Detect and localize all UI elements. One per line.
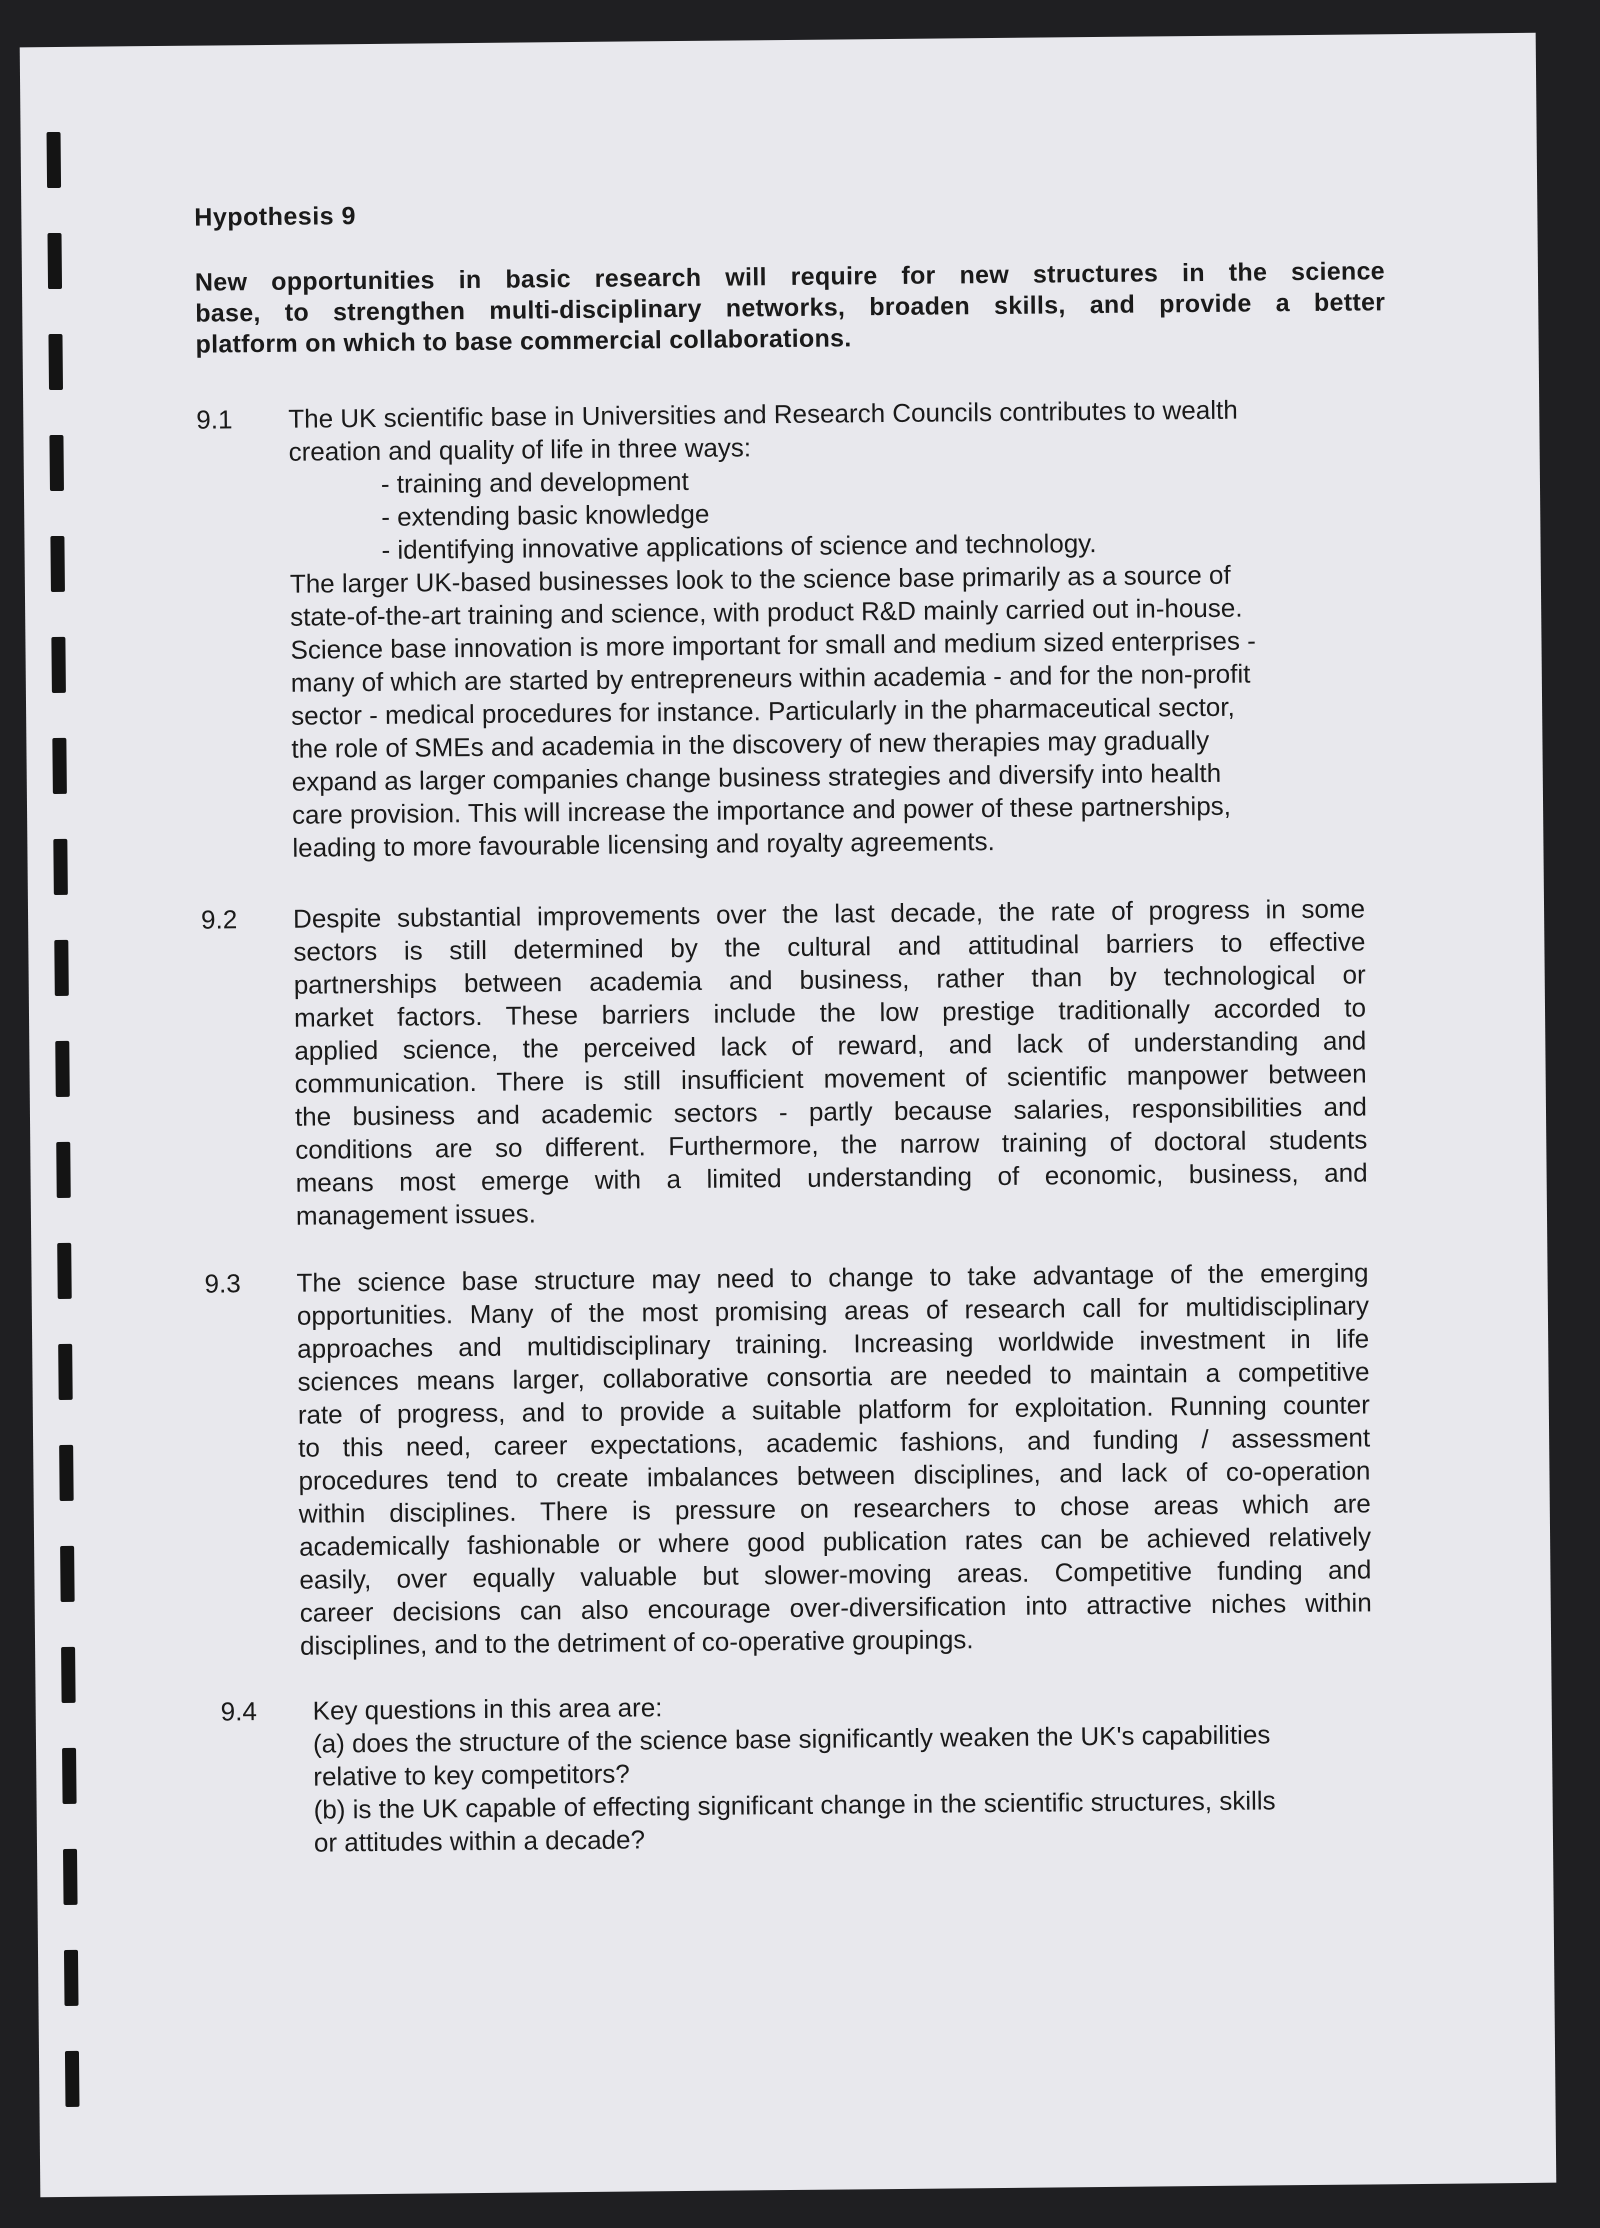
binding-hole [48, 233, 63, 289]
binding-hole [59, 1445, 74, 1501]
binding-hole [49, 435, 64, 491]
text-line: approaches and multidisciplinary training. Increasing worldwide investment in life [297, 1323, 1370, 1364]
text-line: rate of progress, and to provide a suitable platform for exploitation. Running counter [297, 1389, 1370, 1430]
text-line: The science base structure may need to change to take advantage of the emerging [296, 1257, 1369, 1298]
text-line: means most emerge with a limited understanding of economic, business, and [295, 1157, 1368, 1198]
binding-hole [56, 1142, 71, 1198]
document-content [20, 33, 1536, 1858]
section-9-2 [200, 892, 1401, 1231]
binding-hole [63, 1849, 78, 1905]
text-line: (b) is the UK capable of effecting significant change in the scientific structures, skills [313, 1785, 1276, 1825]
text-line: partnerships between academia and business, rather than by technological or [293, 959, 1366, 1000]
binding-hole [57, 1243, 72, 1299]
binding-hole [62, 1748, 77, 1804]
statement-line: New opportunities in basic research will require for new structures in the science [194, 257, 1386, 297]
section-9-1 [196, 392, 1396, 863]
statement-line: base, to strengthen multi-disciplinary networks, broaden skills, and provide a better [195, 288, 1386, 328]
binding-holes [20, 33, 1536, 48]
section-number: 9.2 [200, 904, 238, 935]
text-line: state-of-the-art training and science, with product R&D mainly carried out in-house. [290, 592, 1243, 632]
text-line: procedures tend to create imbalances between disciplines, and lack of co-operation [298, 1455, 1371, 1496]
text-line: sector - medical procedures for instance. Particularly in the pharmaceutical sector, [291, 691, 1235, 731]
text-line: The UK scientific base in Universities and Research Councils contributes to wealth [288, 394, 1238, 434]
binding-hole [65, 2051, 80, 2107]
section-number: 9.1 [196, 404, 233, 435]
text-line: market factors. These barriers include the low prestige traditionally accorded to [293, 992, 1367, 1033]
bullet-item: - identifying innovative applications of science and technology. [381, 528, 1097, 565]
binding-hole [55, 1041, 70, 1097]
text-line: opportunities. Many of the most promising areas of research call for multidisciplinary [296, 1290, 1369, 1331]
binding-hole [60, 1546, 75, 1602]
binding-hole [47, 132, 62, 188]
binding-hole [52, 738, 67, 794]
section-body [288, 392, 1364, 864]
text-line: easily, over equally valuable but slower-moving areas. Competitive funding and [299, 1554, 1372, 1595]
text-line: career decisions can also encourage over-diversification into attractive niches within [299, 1587, 1372, 1628]
text-line: Key questions in this area are: [312, 1692, 663, 1726]
text-line: Science base innovation is more important for small and medium sized enterprises - [290, 625, 1256, 665]
text-line: Despite substantial improvements over the last decade, the rate of progress in some [292, 893, 1366, 934]
text-line: many of which are started by entrepreneurs within academia - and for the non-profit [290, 658, 1251, 698]
binding-hole [54, 940, 69, 996]
binding-hole [48, 334, 63, 390]
text-line: management issues. [295, 1198, 536, 1231]
binding-hole [51, 637, 66, 693]
text-line: care provision. This will increase the importance and power of these partnerships, [291, 790, 1232, 830]
binding-hole [61, 1647, 76, 1703]
binding-hole [50, 536, 65, 592]
section-body [293, 892, 1368, 1232]
binding-hole [64, 1950, 79, 2006]
bullet-item: - extending basic knowledge [381, 498, 710, 532]
text-line: or attitudes within a decade? [313, 1824, 646, 1858]
statement-line: platform on which to base commercial collaborations. [195, 324, 852, 359]
hypothesis-statement [195, 256, 1386, 360]
text-line: communication. There is still insufficient movement of scientific manpower between [294, 1058, 1367, 1099]
text-line: (a) does the structure of the science base significantly weaken the UK's capabilities [312, 1719, 1271, 1759]
binding-hole [53, 839, 68, 895]
bullet-item: - training and development [380, 465, 689, 499]
text-line: sciences means larger, collaborative consortia are needed to maintain a competitive [297, 1356, 1370, 1397]
binding-hole [58, 1344, 73, 1400]
text-line: leading to more favourable licensing and royalty agreements. [292, 826, 995, 863]
text-line: disciplines, and to the detriment of co-operative groupings. [299, 1624, 974, 1661]
text-line: sectors is still determined by the cultural and attitudinal barriers to effective [293, 926, 1366, 967]
hypothesis-heading: Hypothesis 9 [194, 202, 357, 232]
text-line: to this need, career expectations, academic fashions, and funding / assessment [298, 1422, 1371, 1463]
text-line: expand as larger companies change business strategies and diversify into health [291, 757, 1222, 797]
text-line: the role of SMEs and academia in the discovery of new therapies may gradually [291, 724, 1210, 764]
section-9-4 [220, 1684, 1421, 1858]
text-line: relative to key competitors? [313, 1758, 630, 1792]
text-line: academically fashionable or where good publication rates can be achieved relatively [298, 1521, 1372, 1562]
text-line: The larger UK-based businesses look to the science base primarily as a source of [289, 559, 1231, 599]
text-line: conditions are so different. Furthermore, the narrow training of doctoral students [295, 1124, 1368, 1165]
section-body [296, 1256, 1372, 1662]
text-line: creation and quality of life in three ways: [288, 432, 752, 467]
text-line: applied science, the perceived lack of reward, and lack of understanding and [294, 1025, 1367, 1066]
section-number: 9.3 [204, 1268, 241, 1299]
scanned-page [20, 33, 1557, 2197]
text-line: within disciplines. There is pressure on researchers to chose areas which are [298, 1488, 1371, 1529]
section-9-3 [204, 1256, 1404, 1661]
section-body [313, 1684, 1387, 1859]
section-number: 9.4 [220, 1696, 257, 1727]
text-line: the business and academic sectors - partly because salaries, responsibilities and [294, 1091, 1368, 1132]
